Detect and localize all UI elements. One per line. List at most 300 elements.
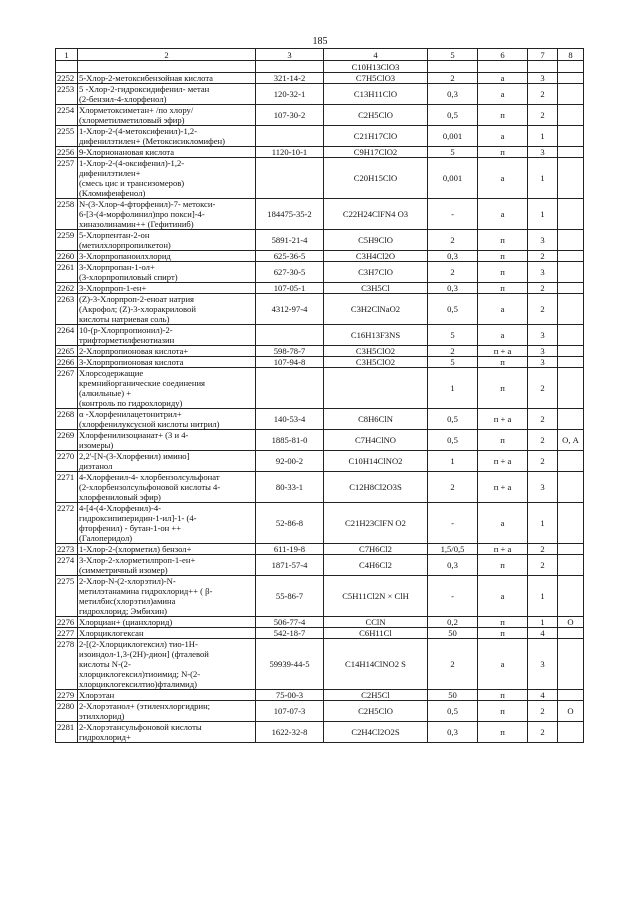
substance-name-line: 3-Хлорпроп-1-ен+ bbox=[79, 283, 147, 293]
chemical-formula: C9H17ClO2 bbox=[324, 147, 428, 158]
column-8-value bbox=[558, 158, 584, 199]
table-row bbox=[56, 639, 584, 690]
column-6-value: а bbox=[478, 158, 528, 199]
substance-name-line: 2-Хлорэтансульфоновой кислоты bbox=[79, 722, 202, 732]
substance-name-line: гидрохлорид; Эмбихин) bbox=[79, 606, 168, 616]
substance-name bbox=[78, 409, 256, 430]
substance-name-line: 2-Хлор-N-(2-хлорэтил)-N- bbox=[79, 576, 176, 586]
column-8-value: О bbox=[558, 701, 584, 722]
column-7-value: 3 bbox=[528, 325, 558, 346]
cas-number: 75-00-3 bbox=[256, 690, 324, 701]
column-5-value: 50 bbox=[428, 628, 478, 639]
cas-number: 4312-97-4 bbox=[256, 294, 324, 325]
column-6-value: а bbox=[478, 503, 528, 544]
column-6-value: а bbox=[478, 84, 528, 105]
column-8-value bbox=[558, 555, 584, 576]
substance-name bbox=[78, 617, 256, 628]
table-row bbox=[56, 147, 584, 158]
substance-name bbox=[78, 576, 256, 617]
column-7-value: 1 bbox=[528, 576, 558, 617]
chemical-formula: C3H2ClNaO2 bbox=[324, 294, 428, 325]
row-number: 2268 bbox=[56, 409, 78, 430]
chemical-formula: C2H4Cl2O2S bbox=[324, 722, 428, 743]
continuation-row bbox=[56, 61, 584, 73]
chemical-formula: C7H5ClO3 bbox=[324, 73, 428, 84]
chemical-formula: C3H5Cl bbox=[324, 283, 428, 294]
column-6-value: п bbox=[478, 368, 528, 409]
cas-number bbox=[256, 368, 324, 409]
column-5-value: 5 bbox=[428, 357, 478, 368]
column-7-value: 2 bbox=[528, 701, 558, 722]
cas-number: 611-19-8 bbox=[256, 544, 324, 555]
table-row bbox=[56, 576, 584, 617]
substance-name bbox=[78, 283, 256, 294]
chemical-formula: C20H15ClO bbox=[324, 158, 428, 199]
row-number: 2281 bbox=[56, 722, 78, 743]
table-row bbox=[56, 262, 584, 283]
table-row bbox=[56, 199, 584, 230]
header-cell: 4 bbox=[324, 49, 428, 61]
column-5-value: 0,3 bbox=[428, 84, 478, 105]
substance-name bbox=[78, 126, 256, 147]
substance-name-line: (хлорфенилуксусной кислоты нитрил) bbox=[79, 419, 220, 429]
cas-number: 92-00-2 bbox=[256, 451, 324, 472]
column-8-value bbox=[558, 503, 584, 544]
substance-name-line: Хлорциклогексан bbox=[79, 628, 144, 638]
chemical-formula: C3H7ClO bbox=[324, 262, 428, 283]
column-7-value: 3 bbox=[528, 73, 558, 84]
column-5-value: 2 bbox=[428, 639, 478, 690]
column-6-value: а bbox=[478, 576, 528, 617]
column-8-value bbox=[558, 262, 584, 283]
page-number: 185 bbox=[312, 36, 328, 47]
header-cell: 5 bbox=[428, 49, 478, 61]
column-6-value: а bbox=[478, 73, 528, 84]
substance-name-line: (2-хлорбензолсульфоновой кислоты 4- bbox=[79, 482, 221, 492]
table-row bbox=[56, 430, 584, 451]
column-6-value: а bbox=[478, 199, 528, 230]
table-row bbox=[56, 472, 584, 503]
row-number: 2254 bbox=[56, 105, 78, 126]
cas-number bbox=[256, 158, 324, 199]
cas-number: 59939-44-5 bbox=[256, 639, 324, 690]
chemical-formula: C8H6ClN bbox=[324, 409, 428, 430]
row-number: 2257 bbox=[56, 158, 78, 199]
column-5-value: 50 bbox=[428, 690, 478, 701]
row-number: 2271 bbox=[56, 472, 78, 503]
table-row bbox=[56, 451, 584, 472]
table-row bbox=[56, 555, 584, 576]
column-6-value: п bbox=[478, 262, 528, 283]
substance-name bbox=[78, 472, 256, 503]
column-5-value: 2 bbox=[428, 472, 478, 503]
column-5-value: 0,5 bbox=[428, 105, 478, 126]
substance-name bbox=[78, 158, 256, 199]
column-6-value: п bbox=[478, 701, 528, 722]
column-5-value: 2 bbox=[428, 346, 478, 357]
substance-name-line: 2-Хлорэтанол+ (этиленхлоргидрин; bbox=[79, 701, 211, 711]
table-row bbox=[56, 544, 584, 555]
row-number: 2280 bbox=[56, 701, 78, 722]
table-row bbox=[56, 503, 584, 544]
row-number: 2264 bbox=[56, 325, 78, 346]
header-row bbox=[56, 49, 584, 61]
row-number: 2266 bbox=[56, 357, 78, 368]
column-7-value: 2 bbox=[528, 105, 558, 126]
column-5-value: 0,2 bbox=[428, 617, 478, 628]
column-8-value bbox=[558, 105, 584, 126]
column-6-value: п bbox=[478, 722, 528, 743]
cas-number bbox=[256, 325, 324, 346]
row-number: 2279 bbox=[56, 690, 78, 701]
table-row bbox=[56, 294, 584, 325]
chemical-formula: C13H11ClO bbox=[324, 84, 428, 105]
header-cell: 3 bbox=[256, 49, 324, 61]
substance-name bbox=[78, 84, 256, 105]
column-7-value: 2 bbox=[528, 251, 558, 262]
substance-name bbox=[78, 105, 256, 126]
substance-name-line: 4-Хлорфенил-4- хлорбензолсульфонат bbox=[79, 472, 220, 482]
chemical-formula: C3H5ClO2 bbox=[324, 357, 428, 368]
substance-name-line: изоиндол-1,3-(2Н)-дион] (фталевой bbox=[79, 649, 209, 659]
chemical-formula: C2H5Cl bbox=[324, 690, 428, 701]
table-row bbox=[56, 105, 584, 126]
column-5-value: - bbox=[428, 503, 478, 544]
substance-name-line: (контроль по гидрохлориду) bbox=[79, 398, 183, 408]
substance-name bbox=[78, 357, 256, 368]
column-7-value: 4 bbox=[528, 690, 558, 701]
column-5-value: 0,5 bbox=[428, 294, 478, 325]
table-row bbox=[56, 628, 584, 639]
chemical-formula: C3H5ClO2 bbox=[324, 346, 428, 357]
row-number: 2259 bbox=[56, 230, 78, 251]
column-5-value: 0,3 bbox=[428, 555, 478, 576]
row-number: 2252 bbox=[56, 73, 78, 84]
column-8-value bbox=[558, 628, 584, 639]
chemical-formula: C12H8Cl2O3S bbox=[324, 472, 428, 503]
column-7-value: 3 bbox=[528, 357, 558, 368]
cas-number: 55-86-7 bbox=[256, 576, 324, 617]
row-number: 2262 bbox=[56, 283, 78, 294]
column-5-value: 1 bbox=[428, 368, 478, 409]
substance-name bbox=[78, 690, 256, 701]
row-number: 2253 bbox=[56, 84, 78, 105]
substance-name-line: 5 -Хлор-2-гидроксидифенил- метан bbox=[79, 84, 210, 94]
substance-name-line: 1-Хлор-2-(хлорметил) бензол+ bbox=[79, 544, 192, 554]
substance-name-line: хиназолинамин++ (Гефитиниб) bbox=[79, 219, 194, 229]
cas-number: 80-33-1 bbox=[256, 472, 324, 503]
chemical-formula: C2H5ClO bbox=[324, 701, 428, 722]
column-5-value: - bbox=[428, 199, 478, 230]
cas-number: 1885-81-0 bbox=[256, 430, 324, 451]
column-6-value: п bbox=[478, 628, 528, 639]
table-row bbox=[56, 126, 584, 147]
substance-name-line: 2,2'-[N-(3-Хлорфенил) имино] bbox=[79, 451, 190, 461]
cas-number: 5891-21-4 bbox=[256, 230, 324, 251]
chemical-formula: C10H14ClNO2 bbox=[324, 451, 428, 472]
cas-number: 598-78-7 bbox=[256, 346, 324, 357]
column-7-value: 1 bbox=[528, 199, 558, 230]
substance-name-line: этилхлорид) bbox=[79, 711, 125, 721]
substance-name-line: 3-Хлорпропионовая кислота bbox=[79, 357, 184, 367]
substance-name bbox=[78, 451, 256, 472]
column-6-value: п + а bbox=[478, 472, 528, 503]
row-number: 2256 bbox=[56, 147, 78, 158]
substance-name-line: кислоты N-(2- bbox=[79, 659, 131, 669]
substance-name bbox=[78, 346, 256, 357]
column-5-value: 0,5 bbox=[428, 430, 478, 451]
column-5-value: 2 bbox=[428, 262, 478, 283]
header-cell: 6 bbox=[478, 49, 528, 61]
column-8-value bbox=[558, 639, 584, 690]
cas-number: 107-05-1 bbox=[256, 283, 324, 294]
column-7-value: 3 bbox=[528, 262, 558, 283]
chemical-formula: C21H17ClO bbox=[324, 126, 428, 147]
substance-name-line: 5-Хлорпентан-2-он bbox=[79, 230, 150, 240]
substance-name-line: (симметричный изомер) bbox=[79, 565, 168, 575]
column-8-value bbox=[558, 325, 584, 346]
column-5-value: 0,5 bbox=[428, 701, 478, 722]
column-6-value: п bbox=[478, 690, 528, 701]
substance-name-line: N-(3-Хлор-4-фторфенил)-7- метокси- bbox=[79, 199, 216, 209]
table-row bbox=[56, 409, 584, 430]
substance-name-line: (Кломифенфенол) bbox=[79, 188, 146, 198]
column-5-value: 1,5/0,5 bbox=[428, 544, 478, 555]
column-7-value: 3 bbox=[528, 346, 558, 357]
substance-name bbox=[78, 73, 256, 84]
column-8-value bbox=[558, 199, 584, 230]
column-6-value: п bbox=[478, 147, 528, 158]
substance-name-line: (2-бензил-4-хлорфенол) bbox=[79, 94, 167, 104]
column-5-value: 0,3 bbox=[428, 283, 478, 294]
chemical-formula: C14H14ClNO2 S bbox=[324, 639, 428, 690]
table-row bbox=[56, 251, 584, 262]
column-7-value: 3 bbox=[528, 147, 558, 158]
substance-name-line: (Z)-3-Хлорпроп-2-еноат натрия bbox=[79, 294, 194, 304]
cas-number: 1871-57-4 bbox=[256, 555, 324, 576]
substance-name-line: Хлорметоксиметан+ /по хлору/ bbox=[79, 105, 194, 115]
column-6-value: п + а bbox=[478, 409, 528, 430]
cas-number: 506-77-4 bbox=[256, 617, 324, 628]
column-7-value: 2 bbox=[528, 368, 558, 409]
substance-name-line: Хлорсодержащие bbox=[79, 368, 144, 378]
cas-number: 542-18-7 bbox=[256, 628, 324, 639]
column-8-value: О bbox=[558, 617, 584, 628]
chemical-formula: C5H9ClO bbox=[324, 230, 428, 251]
substance-name bbox=[78, 722, 256, 743]
column-7-value: 1 bbox=[528, 617, 558, 628]
substance-name-line: кремнийорганические соединения bbox=[79, 378, 206, 388]
substance-name bbox=[78, 639, 256, 690]
column-6-value: п bbox=[478, 617, 528, 628]
table-row bbox=[56, 617, 584, 628]
table-row bbox=[56, 230, 584, 251]
chemical-formula: C2H5ClO bbox=[324, 105, 428, 126]
row-number: 2277 bbox=[56, 628, 78, 639]
column-8-value bbox=[558, 251, 584, 262]
column-5-value: 0,3 bbox=[428, 251, 478, 262]
row-number: 2265 bbox=[56, 346, 78, 357]
cas-number: 1622-32-8 bbox=[256, 722, 324, 743]
row-number: 2269 bbox=[56, 430, 78, 451]
row-number: 2267 bbox=[56, 368, 78, 409]
column-5-value: 0,5 bbox=[428, 409, 478, 430]
column-8-value bbox=[558, 147, 584, 158]
substance-name-line: хлорциклогексилтио)фталимид) bbox=[79, 679, 198, 689]
column-7-value: 3 bbox=[528, 639, 558, 690]
substance-name-line: 9-Хлорнонановая кислота bbox=[79, 147, 175, 157]
column-5-value: - bbox=[428, 576, 478, 617]
column-8-value bbox=[558, 722, 584, 743]
substance-name bbox=[78, 544, 256, 555]
table-row bbox=[56, 73, 584, 84]
table-row bbox=[56, 368, 584, 409]
substance-name bbox=[78, 251, 256, 262]
table-row bbox=[56, 158, 584, 199]
substance-name-line: трифторметилфенотиазин bbox=[79, 335, 175, 345]
column-8-value bbox=[558, 73, 584, 84]
substance-name bbox=[78, 430, 256, 451]
substance-name-line: 1-Хлор-2-(4-оксифенил)-1,2- bbox=[79, 158, 185, 168]
row-number: 2275 bbox=[56, 576, 78, 617]
column-8-value bbox=[558, 283, 584, 294]
column-7-value: 3 bbox=[528, 472, 558, 503]
substance-name-line: 3-Хлорпропаноилхлорид bbox=[79, 251, 171, 261]
substance-name-line: хлорфениловый эфир) bbox=[79, 492, 161, 502]
cas-number: 107-07-3 bbox=[256, 701, 324, 722]
cas-number: 625-36-5 bbox=[256, 251, 324, 262]
substance-name-line: хлорциклогексил)тиоимид; N-(2- bbox=[79, 669, 201, 679]
column-7-value: 2 bbox=[528, 294, 558, 325]
column-8-value bbox=[558, 576, 584, 617]
substance-name bbox=[78, 147, 256, 158]
substance-name-line: кислоты натриевая соль) bbox=[79, 314, 170, 324]
column-6-value: а bbox=[478, 639, 528, 690]
table-row bbox=[56, 84, 584, 105]
substance-name-line: 3-Хлор-2-хлорметилпроп-1-ен+ bbox=[79, 555, 196, 565]
substance-name-line: 10-(р-Хлорпропионил)-2- bbox=[79, 325, 173, 335]
row-number: 2273 bbox=[56, 544, 78, 555]
column-7-value: 2 bbox=[528, 430, 558, 451]
substance-name-line: (смесь цис и трансизомеров) bbox=[79, 178, 185, 188]
column-8-value bbox=[558, 451, 584, 472]
substance-name bbox=[78, 262, 256, 283]
substance-name-line: 2-Хлорпропионовая кислота+ bbox=[79, 346, 189, 356]
chemical-formula: C6H11Cl bbox=[324, 628, 428, 639]
substance-name-line: 5-Хлор-2-метоксибензойная кислота bbox=[79, 73, 213, 83]
column-6-value: п bbox=[478, 357, 528, 368]
header-cell: 8 bbox=[558, 49, 584, 61]
row-number: 2255 bbox=[56, 126, 78, 147]
cas-number: 140-53-4 bbox=[256, 409, 324, 430]
column-5-value: 1 bbox=[428, 451, 478, 472]
column-7-value: 2 bbox=[528, 544, 558, 555]
chemical-formula: C7H6Cl2 bbox=[324, 544, 428, 555]
substance-name-line: 4-[4-(4-Хлорфенил)-4- bbox=[79, 503, 162, 513]
cas-number: 52-86-8 bbox=[256, 503, 324, 544]
chemical-formula: C22H24ClFN4 O3 bbox=[324, 199, 428, 230]
column-6-value: п bbox=[478, 430, 528, 451]
cas-number: 1120-10-1 bbox=[256, 147, 324, 158]
row-number: 2258 bbox=[56, 199, 78, 230]
table-row bbox=[56, 722, 584, 743]
table-row bbox=[56, 346, 584, 357]
column-8-value bbox=[558, 544, 584, 555]
cas-number: 107-30-2 bbox=[256, 105, 324, 126]
substance-name-line: (метилхлорпропилкетон) bbox=[79, 240, 171, 250]
column-8-value bbox=[558, 346, 584, 357]
row-number: 2260 bbox=[56, 251, 78, 262]
chemical-formula: C16H13F3NS bbox=[324, 325, 428, 346]
table-row bbox=[56, 357, 584, 368]
column-5-value: 5 bbox=[428, 147, 478, 158]
table-row bbox=[56, 325, 584, 346]
row-number: 2261 bbox=[56, 262, 78, 283]
substance-name bbox=[78, 368, 256, 409]
header-cell: 2 bbox=[78, 49, 256, 61]
cas-number bbox=[256, 126, 324, 147]
substance-name-line: дифенилэтилен+ bbox=[79, 168, 141, 178]
column-7-value: 2 bbox=[528, 555, 558, 576]
substance-name-line: фторфенил) - бутан-1-он ++ bbox=[79, 523, 182, 533]
table-row bbox=[56, 701, 584, 722]
column-6-value: п + а bbox=[478, 451, 528, 472]
row-number: 2276 bbox=[56, 617, 78, 628]
column-8-value bbox=[558, 409, 584, 430]
cas-number: 120-32-1 bbox=[256, 84, 324, 105]
chemical-formula: C3H4Cl2O bbox=[324, 251, 428, 262]
substance-name bbox=[78, 701, 256, 722]
substance-name bbox=[78, 503, 256, 544]
column-7-value: 1 bbox=[528, 158, 558, 199]
column-6-value: п bbox=[478, 230, 528, 251]
substance-name-line: Хлорфенилизоцианат+ (3 и 4- bbox=[79, 430, 189, 440]
substance-name-line: α -Хлорфенилацетонитрил+ bbox=[79, 409, 182, 419]
substance-name-line: метилэтанамина гидрохлорид++ ( β- bbox=[79, 586, 213, 596]
substance-name-line: (хлорметилметиловый эфир) bbox=[79, 115, 185, 125]
substance-name-line: 6-[3-(4-морфолинил)про покси]-4- bbox=[79, 209, 205, 219]
column-5-value: 2 bbox=[428, 230, 478, 251]
column-6-value: а bbox=[478, 294, 528, 325]
column-6-value: п bbox=[478, 251, 528, 262]
chemical-formula: C4H6Cl2 bbox=[324, 555, 428, 576]
cas-number: 184475-35-2 bbox=[256, 199, 324, 230]
row-number: 2274 bbox=[56, 555, 78, 576]
table-row bbox=[56, 690, 584, 701]
substance-name-line: 2-[(2-Хлорциклогексил) тио-1Н- bbox=[79, 639, 198, 649]
substance-name bbox=[78, 325, 256, 346]
column-6-value: п + а bbox=[478, 544, 528, 555]
column-6-value: п bbox=[478, 555, 528, 576]
cas-number: 321-14-2 bbox=[256, 73, 324, 84]
chemical-formula: CClN bbox=[324, 617, 428, 628]
continuation-formula: C10H13ClO3 bbox=[324, 61, 428, 73]
substance-name-line: дифенилэтилен+ (Метоксисикломифен) bbox=[79, 136, 225, 146]
column-5-value: 5 bbox=[428, 325, 478, 346]
column-6-value: п bbox=[478, 283, 528, 294]
column-8-value: О, А bbox=[558, 430, 584, 451]
column-5-value: 2 bbox=[428, 73, 478, 84]
substance-name-line: изомеры) bbox=[79, 440, 114, 450]
column-8-value bbox=[558, 368, 584, 409]
substance-name-line: (Акрофол; (Z)-3-хлоракриловой bbox=[79, 304, 196, 314]
column-8-value bbox=[558, 690, 584, 701]
column-7-value: 3 bbox=[528, 230, 558, 251]
column-7-value: 2 bbox=[528, 283, 558, 294]
substance-name-line: гидрохлорид+ bbox=[79, 732, 131, 742]
substance-name-line: (3-хлорпропиловый спирт) bbox=[79, 272, 178, 282]
column-5-value: 0,001 bbox=[428, 158, 478, 199]
